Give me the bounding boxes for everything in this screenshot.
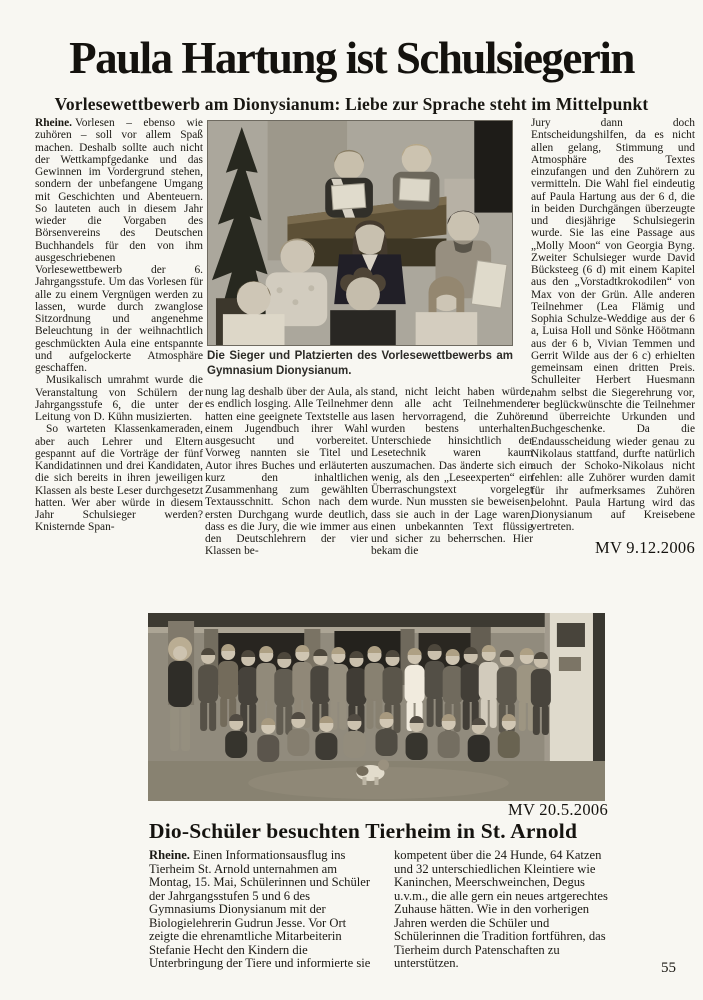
article2-headline: Dio-Schüler besuchten Tierheim in St. Arnold: [149, 819, 578, 843]
contest-winners-photo-art: [208, 121, 512, 345]
article1-paragraph: Jury dann doch Entscheidungshilfen, da es nicht allen gelang, Stimmung und Atmosphäre des Textes einzufangen und den Zuhörern zu vermitteln. Die Wahl fiel eindeutig auf Paula Hartung aus der 6 d, die in beiden Durchgängen überzeugte und diesjährige Schulsiegerin wurde. Sie las eine Passage aus „Molly Moon“ von Georgia Byng. Zweiter Schulsieger wurde David Bücksteeg (6 d) mit einem Kapitel aus den „Vorstadtkrokodilen“ von Max von der Grün. Alle anderen Teilnehmer (Lea Flämig und Sophia Schulze-Weddige aus der 6 a, Luisa Holl und Sönke Höötmann aus der 6 b, Vivian Temmen und Gerrit Wilde aus der 6 c) erhielten gemeinsam einen dritten Preis. Schulleiter Herbert Huesmann nahm selbst die Siegerehrung vor, er beglückwünschte die Teilnehmer und überreichte Urkunden und Buchgeschenke. Da die Endausscheidung wieder genau zu Nikolaus stattfand, durfte natürlich auch der Schoko-Nikolaus nicht fehlen: alle Zuhörer wurden damit für ihr aufmerksames Zuhören belohnt. Paula Hartung wird das Dionysianum auf Kreisebene vertreten.: [531, 117, 695, 534]
article1-column-1: [35, 117, 203, 534]
page-number: 55: [661, 960, 676, 976]
article2-column-2: [394, 849, 614, 971]
tierheim-group-photo: [148, 613, 605, 801]
article1-source-credit: MV 9.12.2006: [594, 537, 695, 557]
article2-paragraph: Rheine. Einen Informationsausflug ins Tierheim St. Arnold unternahmen am Montag, 15. Mai, Schülerinnen und Schüler der Jahrgangsstufen 5 und 6 des Gymnasiums Dionysianum mit der Biologielehrerin Gudrun Jesse. Vor Ort zeigte die ehrenamtliche Mitarbeiterin Stefanie Hecht den Kindern die Unterbringung der Tiere und informierte sie: [149, 848, 371, 970]
article1-subheadline: Vorlesewettbewerb am Dionysianum: Liebe zur Sprache steht im Mittelpunkt: [54, 94, 649, 114]
article1-paragraph: Musikalisch umrahmt wurde die Veranstaltung von Schülern der Jahrgangsstufe 6, die unter der Leitung von D. Kühn musizierten.: [35, 374, 203, 423]
article1-column-3: [371, 386, 533, 558]
article1-headline: Paula Hartung ist Schulsiegerin: [69, 33, 634, 83]
article1-paragraph: Rheine. Vorlesen – ebenso wie zuhören – soll vor allem Spaß machen. Deshalb sollte auch nicht der Wettkampfgedanke und das Gewinnen im Vordergrund stehen, sondern der unbefangene Umgang mit Geschichten und Abenteuern. So lauteten auch in diesem Jahr wieder die Vorgaben des Börsenvereins des Deutschen Buchhandels für den von ihm ausgeschriebenen Vorlesewettbewerb der 6. Jahrgangsstufe. Um das Vorlesen für alle zu einem Vergnügen werden zu lassen, wurde durch zwanglose Sitzordnung und angenehme Beleuchtung in der weihnachtlich geschmückten Aula eine entspannte und aufgelockerte Atmosphäre geschaffen.: [35, 117, 203, 374]
article2-column-1: [149, 849, 373, 971]
article1-paragraph: So warteten Klassenkameraden, aber auch Lehrer und Eltern gespannt auf die Vorträge der fünf Kandidatinnen und drei Kandidaten, die sich bereits in ihren jeweiligen Klassen als beste Leser durchgesetzt hatten. Wer aber würde in diesem Jahr Schulsieger werden? Knisternde Span-: [35, 423, 203, 534]
article1-paragraph: nung lag deshalb über der Aula, als es endlich losging. Alle Teilnehmer hatten eine geeignete Textstelle aus einem Jugendbuch ihrer Wahl ausgesucht und vorbereitet. Vorweg nannten sie Titel und Autor ihres Buches und erläuterten kurz den inhaltlichen Zusammenhang zum gewählten Textausschnitt. Schon nach dem ersten Durchgang wurde deutlich, dass es die Jury, die wie immer aus den Deutschlehrern der vier Klassen be-: [205, 386, 368, 558]
article1-column-4: [531, 117, 695, 558]
dateline: Rheine.: [35, 117, 73, 129]
contest-winners-photo: [207, 120, 513, 346]
article1-paragraph: stand, nicht leicht haben würde, denn alle acht Teilnehmenden lasen hervorragend, die Zuhörer wurden bestens unterhalten. Unterschiede hinsichtlich der Lesetechnik waren kaum auszumachen. Das änderte sich ein wenig, als den „Leseexperten“ ein Überraschungstext vorgelegt wurde. Nun mussten sie beweisen, dass sie auch in der Lage waren, einen unbekannten Text flüssig und sicher zu beherrschen. Hier bekam die: [371, 386, 533, 558]
tierheim-group-photo-art: [148, 613, 605, 801]
article1-column-2: [205, 386, 368, 558]
dateline: Rheine.: [149, 848, 190, 862]
photo1-caption: Die Sieger und Platzierten des Vorlesewettbewerbs am Gymnasium Dionysianum.: [207, 350, 513, 377]
article2-source-credit: MV 20.5.2006: [507, 800, 608, 819]
article2-paragraph: kompetent über die 24 Hunde, 64 Katzen und 32 unterschiedlichen Kleintiere wie Kaninchen, Meerschweinchen, Degus u.v.m., die alle gern ein neues artgerechtes Zuhause hätten. Wie in den vorherigen Jahren werden die Schüler und Schülerinnen die Tradition fortführen, das Tierheim durch Patenschaften zu unterstützen.: [394, 848, 608, 970]
